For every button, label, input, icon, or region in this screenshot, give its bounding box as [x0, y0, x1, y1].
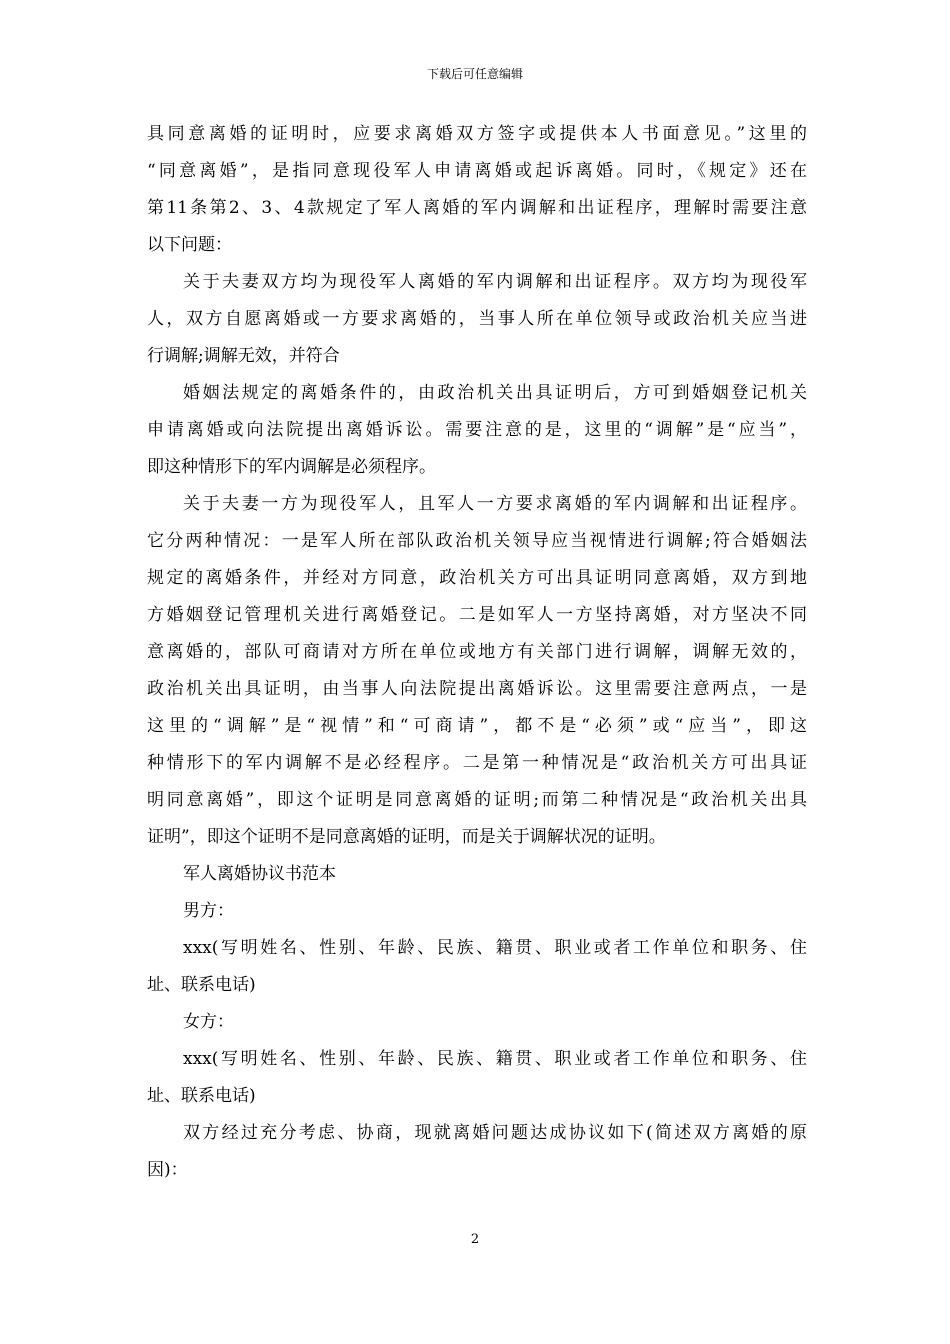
text-line: 规定的离婚条件，并经对方同意，政治机关方可出具证明同意离婚，双方到地 — [147, 568, 807, 588]
page-header: 下载后可任意编辑 — [426, 67, 523, 81]
text-line: 军人离婚协议书范本 — [183, 864, 336, 884]
text-line: 政治机关出具证明，由当事人向法院提出离婚诉讼。这里需要注意两点，一是 — [147, 679, 807, 699]
text-line: 即这种情形下的军内调解是必须程序。 — [147, 457, 436, 477]
text-line: 证明”，即这个证明不是同意离婚的证明，而是关于调解状况的证明。 — [147, 827, 666, 847]
document-body — [147, 116, 807, 1189]
text-line: 它分两种情况：一是军人所在部队政治机关领导应当视情进行调解;符合婚姻法 — [147, 531, 807, 551]
text-line: 方婚姻登记管理机关进行离婚登记。二是如军人一方坚持离婚，对方坚决不同 — [147, 605, 807, 625]
text-line: 婚姻法规定的离婚条件的，由政治机关出具证明后，方可到婚姻登记机关 — [183, 383, 807, 403]
text-line: 双方经过充分考虑、协商，现就离婚问题达成协议如下(简述双方离婚的原 — [183, 1123, 807, 1143]
text-line: “同意离婚”，是指同意现役军人申请离婚或起诉离婚。同时，《规定》还在 — [147, 161, 807, 181]
text-line: 第11条第2、3、4款规定了军人离婚的军内调解和出证程序，理解时需要注意 — [147, 198, 807, 218]
text-line: 女方： — [183, 1012, 234, 1032]
text-line: 种情形下的军内调解不是必经程序。二是第一种情况是“政治机关方可出具证 — [147, 753, 807, 773]
text-line: xxx(写明姓名、性别、年龄、民族、籍贯、职业或者工作单位和职务、住 — [183, 1049, 807, 1069]
text-line: 址、联系电话) — [147, 975, 256, 995]
text-line: 这里的“调解”是“视情”和“可商请”，都不是“必须”或“应当”，即这 — [147, 716, 807, 736]
text-line: 意离婚的，部队可商请对方所在单位或地方有关部门进行调解，调解无效的， — [147, 642, 807, 662]
text-line: 因)： — [147, 1160, 188, 1180]
text-line: 明同意离婚”，即这个证明是同意离婚的证明;而第二种情况是“政治机关出具 — [147, 790, 807, 810]
text-line: 人，双方自愿离婚或一方要求离婚的，当事人所在单位领导或政治机关应当进 — [147, 309, 807, 329]
text-line: 男方： — [183, 901, 234, 921]
text-line: 址、联系电话) — [147, 1086, 256, 1106]
text-line: xxx(写明姓名、性别、年龄、民族、籍贯、职业或者工作单位和职务、住 — [183, 938, 807, 958]
page-number: 2 — [470, 1232, 480, 1247]
text-line: 申请离婚或向法院提出离婚诉讼。需要注意的是，这里的“调解”是“应当”， — [147, 420, 807, 440]
text-line: 关于夫妻双方均为现役军人离婚的军内调解和出证程序。双方均为现役军 — [183, 272, 807, 292]
text-line: 以下问题： — [147, 235, 232, 255]
text-line: 具同意离婚的证明时，应要求离婚双方签字或提供本人书面意见。”这里的 — [147, 124, 807, 144]
text-line: 行调解;调解无效，并符合 — [147, 346, 340, 366]
text-line: 关于夫妻一方为现役军人，且军人一方要求离婚的军内调解和出证程序。 — [183, 494, 807, 514]
